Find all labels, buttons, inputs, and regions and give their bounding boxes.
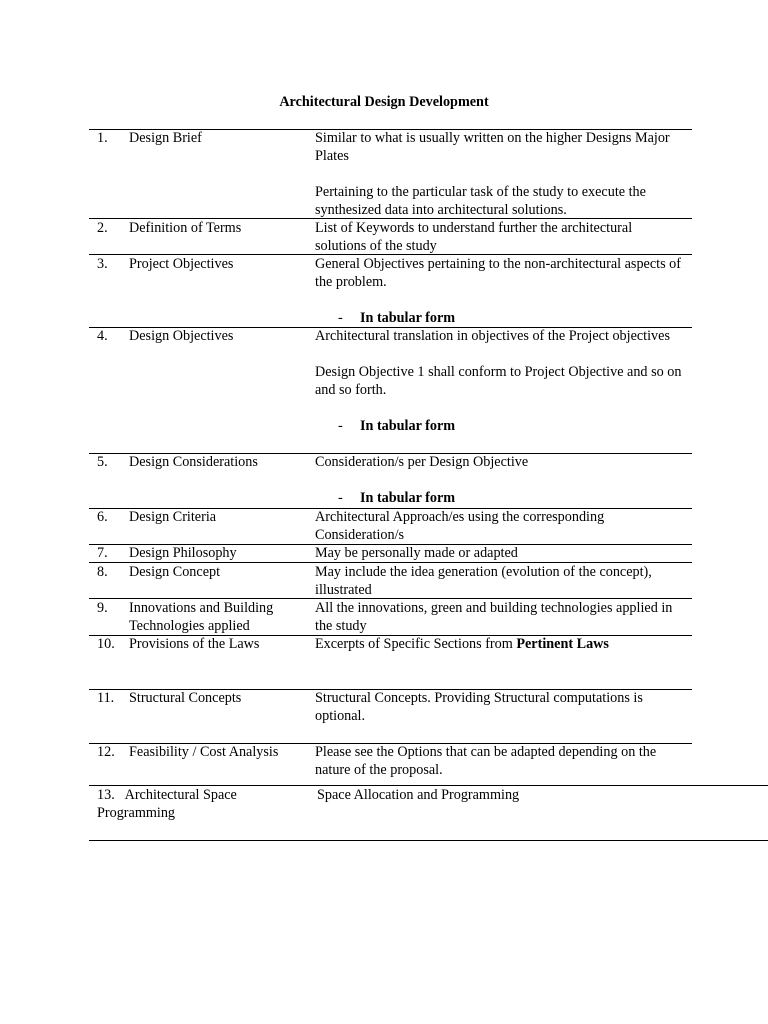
row-description: Architectural Approach/es using the corresponding Consideration/s <box>315 509 605 543</box>
row-description: May be personally made or adapted <box>315 545 518 561</box>
row-label: Provisions of the Laws <box>129 636 260 652</box>
row-description: Excerpts of Specific Sections from Pertinent Laws <box>315 636 609 652</box>
row-label: Structural Concepts <box>129 690 242 706</box>
row-description: Please see the Options that can be adapted depending on the nature of the proposal. <box>315 744 657 778</box>
row-label: Design Criteria <box>129 509 217 525</box>
row-description: All the innovations, green and building technologies applied in the study <box>315 600 673 634</box>
row-number: 12. <box>97 744 115 760</box>
row-number: 8. <box>97 564 108 580</box>
row-number: 7. <box>97 545 108 561</box>
row-description: Architectural translation in objectives of the Project objectives Design Objective 1 shall conform to Project Objective and so on and so forth. - In tabular form <box>315 327 685 435</box>
row-label: Design Objectives <box>129 328 234 344</box>
row-label: Design Philosophy <box>129 545 237 561</box>
row-label: Design Considerations <box>129 454 258 470</box>
row-label: Innovations and Building Technologies applied <box>129 600 274 634</box>
row-label: Definition of Terms <box>129 220 242 236</box>
row-description: Space Allocation and Programming <box>317 787 520 803</box>
row-description: May include the idea generation (evolution of the concept), illustrated <box>315 564 652 598</box>
row-number: 11. <box>97 690 115 706</box>
row-number: 1. <box>97 130 108 146</box>
tabular-note: - In tabular form <box>338 418 456 434</box>
row-number: 4. <box>97 328 108 344</box>
row-description: Structural Concepts. Providing Structural computations is optional. <box>315 690 643 724</box>
row-number: 5. <box>97 454 108 470</box>
row-description: Similar to what is usually written on the higher Designs Major Plates Pertaining to the particular task of the study to execute the synthesized data into architectural solutions. <box>315 130 670 218</box>
row-description: List of Keywords to understand further the architectural solutions of the study <box>315 220 633 254</box>
tabular-note: - In tabular form <box>338 310 456 326</box>
page-title: Architectural Design Development <box>279 94 489 110</box>
row-number: 2. <box>97 220 108 236</box>
row-number: 6. <box>97 509 108 525</box>
row-description: General Objectives pertaining to the non-architectural aspects of the problem. - In tabular form <box>315 255 685 327</box>
row-label: Project Objectives <box>129 256 234 272</box>
row-number: 10. <box>97 636 115 652</box>
row-label: Design Brief <box>129 130 202 146</box>
row-number: 9. <box>97 600 108 616</box>
table-bottom-rule <box>89 840 768 841</box>
tabular-note: - In tabular form <box>338 490 456 506</box>
row-number: 3. <box>97 256 108 272</box>
row-label: Feasibility / Cost Analysis <box>129 744 279 760</box>
row-label: Design Concept <box>129 564 221 580</box>
row-label: 13. Architectural Space Programming <box>97 787 241 821</box>
row-description: Consideration/s per Design Objective - In tabular form <box>315 453 685 507</box>
